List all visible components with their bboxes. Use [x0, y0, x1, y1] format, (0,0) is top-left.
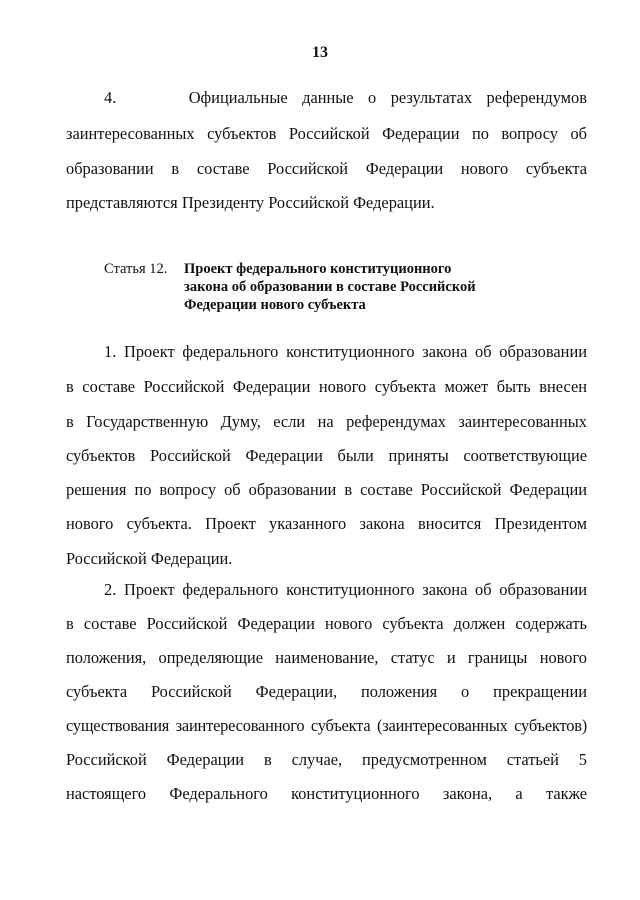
paragraph-line: Российской Федерации.: [66, 549, 233, 568]
paragraph-line: в Государственную Думу, если на референдумах заинтересованных: [66, 412, 587, 431]
paragraph-line: Российской Федерации в случае, предусмотренном статьей 5: [66, 750, 587, 769]
paragraph-line: субъектов Российской Федерации были приняты соответствующие: [66, 446, 587, 465]
paragraph-line: в составе Российской Федерации нового субъекта должен содержать: [66, 614, 587, 633]
article-title: [184, 260, 524, 314]
paragraph-line: 2. Проект федерального конституционного закона об образовании: [104, 580, 587, 599]
article-title-line: закона об образовании в составе Российской: [184, 279, 476, 295]
paragraph-line: представляются Президенту Российской Федерации.: [66, 193, 435, 212]
paragraph-line: в составе Российской Федерации нового субъекта может быть внесен: [66, 377, 587, 396]
article-title-line: Федерации нового субъекта: [184, 297, 366, 313]
paragraph-line: решения по вопросу об образовании в составе Российской Федерации: [66, 480, 587, 499]
paragraph-line: положения, определяющие наименование, статус и границы нового: [66, 648, 587, 667]
paragraph-line: существования заинтересованного субъекта (заинтересованных субъектов): [66, 716, 587, 735]
article-number: Статья 12.: [104, 261, 168, 277]
paragraph-line: заинтересованных субъектов Российской Федерации по вопросу об: [66, 124, 587, 143]
page-number: 13: [312, 44, 328, 61]
paragraph-line: 4. Официальные данные о результатах референдумов: [104, 88, 587, 107]
paragraph-line: нового субъекта. Проект указанного закона вносится Президентом: [66, 514, 587, 533]
paragraph-line: субъекта Российской Федерации, положения о прекращении: [66, 682, 587, 701]
paragraph-line: 1. Проект федерального конституционного закона об образовании: [104, 342, 587, 361]
article-title-line: Проект федерального конституционного: [184, 261, 452, 277]
paragraph-line: настоящего Федерального конституционного закона, а также: [66, 784, 587, 803]
paragraph-line: образовании в составе Российской Федерации нового субъекта: [66, 159, 587, 178]
